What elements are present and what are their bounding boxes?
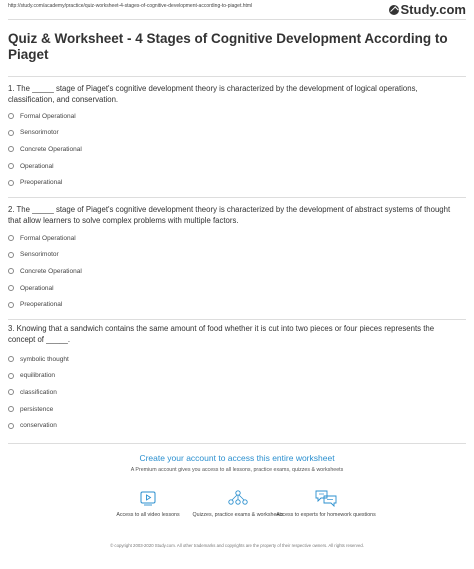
option-label: Formal Operational xyxy=(20,234,76,242)
radio-icon[interactable] xyxy=(8,163,14,169)
question-3-text: 3. Knowing that a sandwich contains the same amount of food whether it is cut into two pieces or four pieces represents the concept of _____. xyxy=(8,324,435,344)
radio-icon[interactable] xyxy=(8,252,14,258)
option[interactable] xyxy=(8,401,308,418)
option-label: symbolic thought xyxy=(20,355,69,363)
radio-icon[interactable] xyxy=(8,180,14,186)
radio-icon[interactable] xyxy=(8,356,14,362)
divider xyxy=(8,76,466,77)
feature-label: Quizzes, practice exams & worksheets xyxy=(192,512,284,518)
option-label: classification xyxy=(20,388,57,396)
quiz-network-icon xyxy=(227,489,249,507)
question-3-options xyxy=(8,351,308,434)
radio-icon[interactable] xyxy=(8,268,14,274)
option[interactable] xyxy=(8,125,308,142)
radio-icon[interactable] xyxy=(8,389,14,395)
question-2-options xyxy=(8,230,308,313)
option[interactable] xyxy=(8,247,308,264)
feature-label: Access to all video lessons xyxy=(116,512,180,518)
create-account-link[interactable]: Create your account to access this entire worksheet xyxy=(139,453,335,463)
option-label: Concrete Operational xyxy=(20,145,82,153)
option-label: Sensorimotor xyxy=(20,251,59,259)
question-1-text: 1. The _____ stage of Piaget's cognitive development theory is characterized by the development of logical operations, classification, and conservation. xyxy=(8,84,418,104)
option-label: Operational xyxy=(20,284,54,292)
divider xyxy=(8,197,466,198)
page-url: http://study.com/academy/practice/quiz-worksheet-4-stages-of-cognitive-development-according-to-piaget.html xyxy=(8,3,253,9)
feature-experts xyxy=(266,489,386,519)
option[interactable] xyxy=(8,368,308,385)
option[interactable] xyxy=(8,417,308,434)
question-2-text: 2. The _____ stage of Piaget's cognitive development theory is characterized by the development of abstract systems of thought that allow learners to solve complex problems with multiple factors. xyxy=(8,205,451,225)
radio-icon[interactable] xyxy=(8,406,14,412)
premium-subtitle: A Premium account gives you access to all lessons, practice exams, quizzes & worksheets xyxy=(130,467,344,473)
feature-label: Access to experts for homework questions xyxy=(276,512,376,518)
option[interactable] xyxy=(8,351,308,368)
copyright-notice: © copyright 2003-2020 Study.com. All other trademarks and copyrights are the property of their respective owners. All rights reserved. xyxy=(110,543,364,548)
radio-icon[interactable] xyxy=(8,235,14,241)
option-label: Preoperational xyxy=(20,179,63,187)
radio-icon[interactable] xyxy=(8,373,14,379)
study-logo[interactable] xyxy=(389,2,467,17)
option-label: Sensorimotor xyxy=(20,129,59,137)
header-divider xyxy=(8,19,466,20)
radio-icon[interactable] xyxy=(8,302,14,308)
option[interactable] xyxy=(8,174,308,191)
option[interactable] xyxy=(8,230,308,247)
option[interactable] xyxy=(8,158,308,175)
radio-icon[interactable] xyxy=(8,423,14,429)
option[interactable] xyxy=(8,280,308,297)
premium-promo xyxy=(8,443,466,551)
study-logo-text: Study.com xyxy=(400,2,466,17)
option[interactable] xyxy=(8,141,308,158)
option-label: Formal Operational xyxy=(20,112,76,120)
question-1-options xyxy=(8,108,308,191)
option-label: persistence xyxy=(20,405,54,413)
chat-bubbles-icon xyxy=(314,489,338,507)
option-label: conservation xyxy=(20,422,57,430)
option[interactable] xyxy=(8,108,308,125)
option-label: Concrete Operational xyxy=(20,267,82,275)
divider xyxy=(8,319,466,320)
option-label: Preoperational xyxy=(20,301,63,309)
radio-icon[interactable] xyxy=(8,146,14,152)
radio-icon[interactable] xyxy=(8,130,14,136)
study-logo-icon xyxy=(389,5,399,15)
option-label: equilibration xyxy=(20,372,56,380)
radio-icon[interactable] xyxy=(8,113,14,119)
page-title: Quiz & Worksheet - 4 Stages of Cognitive Development According to Piaget xyxy=(8,31,448,62)
video-play-icon xyxy=(139,489,157,507)
option-label: Operational xyxy=(20,162,54,170)
option[interactable] xyxy=(8,384,308,401)
option[interactable] xyxy=(8,263,308,280)
option[interactable] xyxy=(8,296,308,313)
radio-icon[interactable] xyxy=(8,285,14,291)
